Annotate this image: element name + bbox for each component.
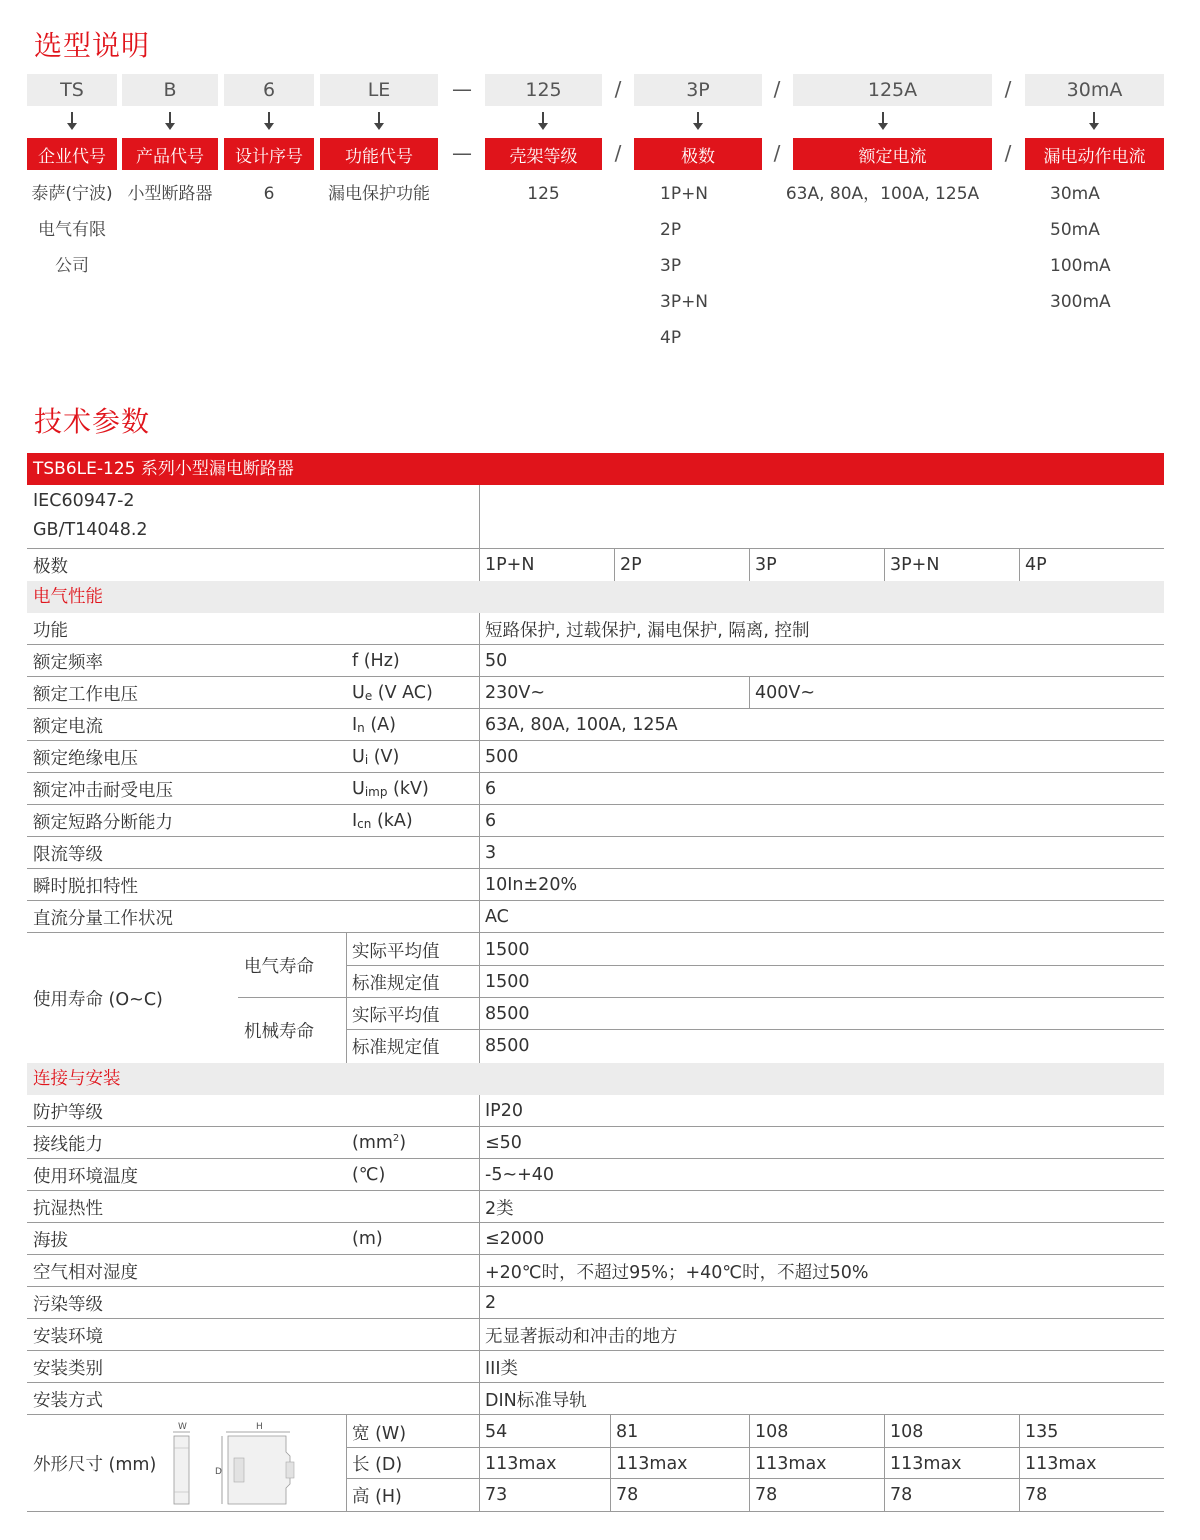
dim-row-label: 宽 (W) bbox=[352, 1423, 407, 1444]
row-label: 额定冲击耐受电压 bbox=[33, 780, 173, 801]
section-electrical: 电气性能 bbox=[33, 587, 103, 607]
row-value: 63A, 80A, 100A, 125A bbox=[485, 715, 678, 735]
diagram-h-label: H bbox=[256, 1422, 263, 1432]
symbol-sub: n bbox=[357, 721, 365, 735]
dim-value: 81 bbox=[616, 1422, 639, 1442]
down-arrow-icon bbox=[877, 112, 889, 132]
desc-residual-option: 100mA bbox=[1050, 256, 1111, 276]
row-symbol bbox=[346, 741, 399, 773]
standard-iec: IEC60947-2 bbox=[33, 491, 135, 511]
divider bbox=[27, 676, 1164, 677]
divider bbox=[1019, 1415, 1020, 1511]
code-6: 6 bbox=[224, 74, 314, 106]
row-value: DIN标准导轨 bbox=[485, 1390, 587, 1411]
row-value: 500 bbox=[485, 747, 519, 767]
row-value: 3 bbox=[485, 843, 497, 863]
divider bbox=[27, 1414, 1164, 1415]
divider bbox=[479, 1095, 480, 1415]
down-arrow-icon bbox=[164, 112, 176, 132]
divider bbox=[27, 1190, 1164, 1191]
pole-column: 3P bbox=[755, 555, 777, 575]
row-label: 安装类别 bbox=[33, 1358, 103, 1379]
symbol-main: I bbox=[352, 715, 358, 735]
selection-title: 选型说明 bbox=[34, 29, 151, 62]
dim-value: 78 bbox=[755, 1485, 778, 1505]
separator-slash: / bbox=[614, 141, 622, 165]
symbol-main: U bbox=[352, 779, 365, 799]
divider bbox=[27, 548, 1164, 549]
dim-value: 113max bbox=[616, 1453, 688, 1474]
divider bbox=[27, 1511, 1164, 1512]
row-label: 接线能力 bbox=[33, 1134, 103, 1155]
desc-frame: 125 bbox=[527, 184, 560, 204]
divider bbox=[27, 804, 1164, 805]
separator-dash: — bbox=[452, 77, 472, 101]
row-symbol bbox=[346, 773, 429, 805]
symbol-unit: (V) bbox=[368, 747, 400, 767]
divider bbox=[346, 965, 1164, 966]
section-band bbox=[27, 581, 1164, 613]
divider bbox=[27, 708, 1164, 709]
divider bbox=[27, 1350, 1164, 1351]
row-value: +20℃时，不超过95%；+40℃时，不超过50% bbox=[485, 1262, 869, 1283]
label-product-code: 产品代号 bbox=[122, 138, 218, 170]
dim-value: 54 bbox=[485, 1422, 508, 1442]
dim-row-label: 长 (D) bbox=[352, 1455, 403, 1475]
row-label: 功能 bbox=[33, 620, 68, 641]
dim-value: 78 bbox=[616, 1485, 639, 1505]
row-label: 抗湿热性 bbox=[33, 1198, 103, 1219]
divider bbox=[884, 1415, 885, 1511]
symbol-unit: (V AC) bbox=[372, 683, 433, 703]
row-label: 安装方式 bbox=[33, 1390, 103, 1411]
label-rated-current: 额定电流 bbox=[793, 138, 992, 170]
life-electrical: 电气寿命 bbox=[244, 957, 314, 977]
dim-value: 73 bbox=[485, 1485, 508, 1505]
row-value: 50 bbox=[485, 651, 508, 671]
divider bbox=[346, 1478, 1164, 1479]
symbol-unit: (A) bbox=[364, 715, 396, 735]
symbol-sub: imp bbox=[364, 785, 388, 799]
row-label: 防护等级 bbox=[33, 1102, 103, 1123]
row-label: 额定工作电压 bbox=[33, 684, 138, 705]
life-value: 1500 bbox=[485, 940, 530, 960]
row-label: 限流等级 bbox=[33, 844, 103, 865]
divider bbox=[27, 1382, 1164, 1383]
divider bbox=[27, 932, 1164, 933]
row-value: 短路保护, 过载保护, 漏电保护, 隔离, 控制 bbox=[485, 620, 810, 641]
separator-slash: / bbox=[1004, 141, 1012, 165]
row-value: 2类 bbox=[485, 1198, 514, 1219]
down-arrow-icon bbox=[692, 112, 704, 132]
desc-pole-option: 2P bbox=[660, 220, 682, 240]
standard-gb: GB/T14048.2 bbox=[33, 520, 148, 540]
desc-company-line: 公司 bbox=[55, 256, 89, 276]
diagram-w-label: W bbox=[178, 1422, 187, 1432]
desc-residual-option: 30mA bbox=[1050, 184, 1100, 204]
divider bbox=[346, 933, 347, 1063]
code-le: LE bbox=[320, 74, 438, 106]
divider bbox=[27, 1222, 1164, 1223]
life-standard: 标准规定值 bbox=[352, 1037, 440, 1058]
section-band bbox=[27, 1063, 1164, 1095]
dim-value: 113max bbox=[755, 1453, 827, 1474]
row-label: 使用环境温度 bbox=[33, 1166, 138, 1187]
row-value: 6 bbox=[485, 779, 497, 799]
code-125a: 125A bbox=[793, 74, 992, 106]
desc-residual bbox=[1050, 176, 1140, 320]
separator-dash: — bbox=[452, 141, 472, 165]
divider bbox=[27, 740, 1164, 741]
divider bbox=[27, 1286, 1164, 1287]
dimension-diagram-icon bbox=[168, 1418, 303, 1510]
dim-value: 78 bbox=[1025, 1485, 1048, 1505]
symbol-sub: i bbox=[364, 753, 369, 767]
symbol-end: ) bbox=[399, 1133, 407, 1153]
divider bbox=[479, 485, 480, 549]
life-actual: 实际平均值 bbox=[352, 1005, 440, 1026]
desc-design: 6 bbox=[263, 184, 275, 204]
symbol-sub: cn bbox=[357, 817, 372, 831]
row-label: 额定频率 bbox=[33, 652, 103, 673]
symbol-main: I bbox=[352, 811, 358, 831]
desc-product: 小型断路器 bbox=[127, 184, 213, 204]
divider bbox=[27, 836, 1164, 837]
row-label: 污染等级 bbox=[33, 1294, 103, 1315]
down-arrow-icon bbox=[66, 112, 78, 132]
desc-pole-option: 3P+N bbox=[660, 292, 709, 312]
spec-table-title: TSB6LE-125 系列小型漏电断路器 bbox=[27, 453, 1164, 485]
code-b: B bbox=[122, 74, 218, 106]
dimensions-label: 外形尺寸 (mm) bbox=[33, 1454, 157, 1475]
dim-value: 113max bbox=[890, 1453, 962, 1474]
divider bbox=[346, 1029, 1164, 1030]
divider bbox=[27, 1254, 1164, 1255]
divider bbox=[27, 1126, 1164, 1127]
divider bbox=[27, 900, 1164, 901]
row-symbol: f (Hz) bbox=[352, 651, 400, 671]
divider bbox=[479, 933, 480, 1063]
desc-current: 63A, 80A，100A, 125A bbox=[785, 184, 980, 204]
dim-value: 108 bbox=[755, 1422, 789, 1442]
desc-residual-option: 300mA bbox=[1050, 292, 1111, 312]
down-arrow-icon bbox=[373, 112, 385, 132]
symbol-main: (mm bbox=[352, 1133, 393, 1153]
row-value: 230V~ bbox=[485, 683, 546, 703]
symbol-sup: 2 bbox=[392, 1132, 400, 1144]
divider bbox=[27, 1158, 1164, 1159]
label-design-number: 设计序号 bbox=[224, 138, 314, 170]
label-company-code: 企业代号 bbox=[27, 138, 117, 170]
row-value: -5~+40 bbox=[485, 1165, 555, 1185]
desc-function: 漏电保护功能 bbox=[328, 184, 430, 204]
desc-pole-option: 3P bbox=[660, 256, 682, 276]
code-ts: TS bbox=[27, 74, 117, 106]
row-symbol bbox=[346, 677, 433, 709]
desc-pole-option: 4P bbox=[660, 328, 682, 348]
life-mechanical: 机械寿命 bbox=[244, 1022, 314, 1042]
label-frame-grade: 壳架等级 bbox=[485, 138, 602, 170]
down-arrow-icon bbox=[1088, 112, 1100, 132]
label-residual-current: 漏电动作电流 bbox=[1025, 138, 1164, 170]
down-arrow-icon bbox=[537, 112, 549, 132]
divider bbox=[479, 1415, 480, 1511]
specs-title: 技术参数 bbox=[34, 405, 151, 438]
divider bbox=[27, 868, 1164, 869]
life-standard: 标准规定值 bbox=[352, 973, 440, 994]
life-actual: 实际平均值 bbox=[352, 941, 440, 962]
dim-value: 113max bbox=[485, 1453, 557, 1474]
pole-column: 4P bbox=[1025, 555, 1047, 575]
desc-pole-option: 1P+N bbox=[660, 184, 709, 204]
row-label: 额定绝缘电压 bbox=[33, 748, 138, 769]
row-value: 无显著振动和冲击的地方 bbox=[485, 1326, 678, 1347]
row-value-secondary: 400V~ bbox=[755, 683, 816, 703]
separator-slash: / bbox=[1004, 77, 1012, 101]
symbol-unit: (kV) bbox=[387, 779, 429, 799]
poles-label: 极数 bbox=[33, 556, 68, 577]
section-install: 连接与安装 bbox=[33, 1069, 121, 1089]
down-arrow-icon bbox=[263, 112, 275, 132]
code-3p: 3P bbox=[634, 74, 762, 106]
pole-column: 2P bbox=[620, 555, 642, 575]
row-label: 额定短路分断能力 bbox=[33, 812, 173, 833]
row-value: 10In±20% bbox=[485, 875, 578, 895]
row-value: IP20 bbox=[485, 1101, 523, 1121]
desc-company-line: 泰萨(宁波) bbox=[31, 184, 113, 204]
row-label: 直流分量工作状况 bbox=[33, 908, 173, 929]
divider bbox=[346, 1447, 1164, 1448]
divider bbox=[238, 997, 1164, 998]
row-symbol bbox=[346, 709, 396, 741]
row-value: 2 bbox=[485, 1293, 497, 1313]
life-label: 使用寿命 (O~C) bbox=[33, 989, 163, 1010]
desc-company bbox=[22, 176, 122, 284]
code-30ma: 30mA bbox=[1025, 74, 1164, 106]
divider bbox=[346, 1415, 347, 1511]
symbol-main: U bbox=[352, 747, 365, 767]
divider bbox=[27, 1318, 1164, 1319]
separator-slash: / bbox=[773, 77, 781, 101]
divider bbox=[27, 644, 1164, 645]
divider bbox=[749, 1415, 750, 1511]
row-value: III类 bbox=[485, 1358, 518, 1379]
symbol-sub: e bbox=[364, 689, 373, 703]
row-value: AC bbox=[485, 907, 509, 927]
separator-slash: / bbox=[773, 141, 781, 165]
row-value: ≤2000 bbox=[485, 1229, 545, 1249]
row-symbol: (℃) bbox=[352, 1165, 386, 1185]
divider bbox=[610, 1415, 611, 1511]
pole-column: 3P+N bbox=[890, 555, 940, 575]
row-label: 额定电流 bbox=[33, 716, 103, 737]
row-value: ≤50 bbox=[485, 1133, 522, 1153]
desc-company-line: 电气有限 bbox=[38, 220, 106, 240]
row-label: 空气相对湿度 bbox=[33, 1262, 138, 1283]
divider bbox=[27, 772, 1164, 773]
symbol-main: U bbox=[352, 683, 365, 703]
label-function-code: 功能代号 bbox=[320, 138, 438, 170]
dim-value: 108 bbox=[890, 1422, 924, 1442]
dim-value: 113max bbox=[1025, 1453, 1097, 1474]
dim-row-label: 高 (H) bbox=[352, 1486, 402, 1507]
row-symbol bbox=[346, 805, 413, 837]
row-symbol: (m) bbox=[352, 1229, 383, 1249]
code-125: 125 bbox=[485, 74, 602, 106]
pole-column: 1P+N bbox=[485, 555, 535, 575]
symbol-unit: (kA) bbox=[371, 811, 413, 831]
desc-residual-option: 50mA bbox=[1050, 220, 1100, 240]
row-label: 瞬时脱扣特性 bbox=[33, 876, 138, 897]
row-label: 海拔 bbox=[33, 1230, 68, 1251]
life-value: 1500 bbox=[485, 972, 530, 992]
diagram-d-label: D bbox=[215, 1467, 222, 1477]
life-value: 8500 bbox=[485, 1004, 530, 1024]
divider bbox=[479, 613, 480, 933]
life-value: 8500 bbox=[485, 1036, 530, 1056]
label-poles: 极数 bbox=[634, 138, 762, 170]
row-label: 安装环境 bbox=[33, 1326, 103, 1347]
desc-poles bbox=[660, 176, 720, 356]
separator-slash: / bbox=[614, 77, 622, 101]
row-symbol bbox=[346, 1127, 406, 1159]
dim-value: 135 bbox=[1025, 1422, 1059, 1442]
row-value: 6 bbox=[485, 811, 497, 831]
dim-value: 78 bbox=[890, 1485, 913, 1505]
